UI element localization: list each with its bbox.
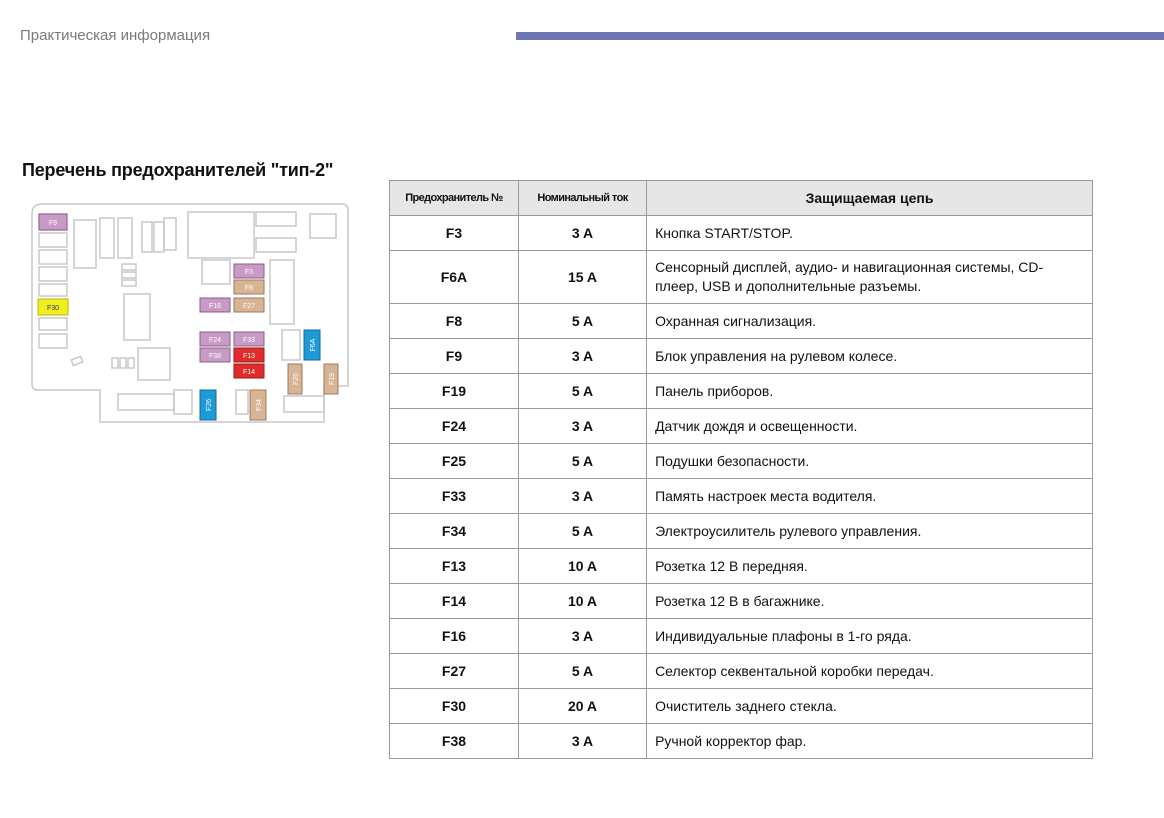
protected-circuit: Очиститель заднего стекла.	[647, 689, 1093, 724]
fuse-number: F19	[390, 374, 519, 409]
fuse-number: F16	[390, 619, 519, 654]
fuse-table-header-row	[390, 181, 1093, 216]
fuse-f8	[234, 280, 264, 294]
svg-text:F25: F25	[293, 372, 300, 386]
table-row	[390, 479, 1093, 514]
rated-current: 3 A	[518, 339, 646, 374]
table-row	[390, 374, 1093, 409]
svg-text:F16: F16	[208, 303, 222, 310]
fuse-f26	[200, 390, 216, 420]
svg-text:F8: F8	[244, 285, 254, 292]
rated-current: 10 A	[518, 549, 646, 584]
fuse-box-diagram	[28, 200, 352, 428]
fuse-f14	[234, 364, 264, 378]
table-row	[390, 689, 1093, 724]
rated-current: 15 A	[518, 251, 646, 304]
fuse-f38	[200, 348, 230, 362]
svg-text:F24: F24	[208, 337, 222, 344]
header-rated-current: Номинальный ток	[518, 181, 646, 216]
rated-current: 10 A	[518, 584, 646, 619]
protected-circuit: Розетка 12 В в багажнике.	[647, 584, 1093, 619]
fuse-f16	[200, 298, 230, 312]
fuse-number: F33	[390, 479, 519, 514]
rated-current: 5 A	[518, 374, 646, 409]
table-row	[390, 444, 1093, 479]
fuse-f27	[234, 298, 264, 312]
rated-current: 3 A	[518, 216, 646, 251]
svg-text:F3: F3	[244, 269, 254, 276]
table-row	[390, 304, 1093, 339]
header-accent-bar	[516, 32, 1164, 40]
fuse-number: F24	[390, 409, 519, 444]
table-row	[390, 216, 1093, 251]
protected-circuit: Панель приборов.	[647, 374, 1093, 409]
header-fuse-number: Предохранитель №	[390, 181, 519, 216]
fuse-number: F38	[390, 724, 519, 759]
protected-circuit: Память настроек места водителя.	[647, 479, 1093, 514]
protected-circuit: Ручной корректор фар.	[647, 724, 1093, 759]
table-row	[390, 549, 1093, 584]
fuse-f30	[38, 299, 68, 315]
protected-circuit: Подушки безопасности.	[647, 444, 1093, 479]
fuse-f19	[324, 364, 338, 394]
fuse-number: F3	[390, 216, 519, 251]
rated-current: 5 A	[518, 304, 646, 339]
rated-current: 3 A	[518, 479, 646, 514]
svg-text:F27: F27	[242, 303, 256, 310]
protected-circuit: Электроусилитель рулевого управления.	[647, 514, 1093, 549]
fuse-number: F14	[390, 584, 519, 619]
fuse-f6a	[304, 330, 320, 360]
protected-circuit: Охранная сигнализация.	[647, 304, 1093, 339]
section-title: Перечень предохранителей "тип-2"	[22, 160, 334, 180]
fuse-number: F27	[390, 654, 519, 689]
svg-text:F38: F38	[208, 353, 222, 360]
fuse-number: F30	[390, 689, 519, 724]
svg-text:F34: F34	[256, 398, 263, 412]
rated-current: 5 A	[518, 514, 646, 549]
protected-circuit: Кнопка START/STOP.	[647, 216, 1093, 251]
fuse-number: F6A	[390, 251, 519, 304]
fuse-f3	[234, 264, 264, 278]
table-row	[390, 654, 1093, 689]
rated-current: 5 A	[518, 444, 646, 479]
table-row	[390, 339, 1093, 374]
protected-circuit: Селектор секвентальной коробки передач.	[647, 654, 1093, 689]
header-protected-circuit: Защищаемая цепь	[647, 181, 1093, 216]
svg-text:F6A: F6A	[310, 338, 317, 352]
rated-current: 3 A	[518, 724, 646, 759]
protected-circuit: Блок управления на рулевом колесе.	[647, 339, 1093, 374]
svg-text:F33: F33	[242, 337, 256, 344]
rated-current: 3 A	[518, 409, 646, 444]
rated-current: 5 A	[518, 654, 646, 689]
svg-text:F26: F26	[206, 398, 213, 412]
fuse-f33	[234, 332, 264, 346]
table-row	[390, 724, 1093, 759]
fuse-number: F8	[390, 304, 519, 339]
protected-circuit: Сенсорный дисплей, аудио- и навигационная системы, CD-плеер, USB и дополнительные разъемы.	[647, 251, 1093, 304]
protected-circuit: Датчик дождя и освещенности.	[647, 409, 1093, 444]
fuse-number: F13	[390, 549, 519, 584]
fuse-f9	[39, 214, 67, 230]
table-row	[390, 251, 1093, 304]
fuse-f13	[234, 348, 264, 362]
svg-text:F13: F13	[242, 353, 256, 360]
table-row	[390, 584, 1093, 619]
protected-circuit: Индивидуальные плафоны в 1-го ряда.	[647, 619, 1093, 654]
fuse-table	[389, 180, 1093, 759]
rated-current: 20 A	[518, 689, 646, 724]
fuse-number: F25	[390, 444, 519, 479]
fuse-f34	[250, 390, 266, 420]
fuse-f24	[200, 332, 230, 346]
svg-text:F9: F9	[48, 220, 58, 227]
fuse-number: F9	[390, 339, 519, 374]
protected-circuit: Розетка 12 В передняя.	[647, 549, 1093, 584]
svg-text:F30: F30	[46, 305, 60, 312]
table-row	[390, 619, 1093, 654]
fuse-f25	[288, 364, 302, 394]
svg-text:F14: F14	[242, 369, 256, 376]
fuse-number: F34	[390, 514, 519, 549]
section-label: Практическая информация	[20, 27, 211, 44]
rated-current: 3 A	[518, 619, 646, 654]
svg-text:F19: F19	[329, 372, 336, 386]
table-row	[390, 409, 1093, 444]
table-row	[390, 514, 1093, 549]
